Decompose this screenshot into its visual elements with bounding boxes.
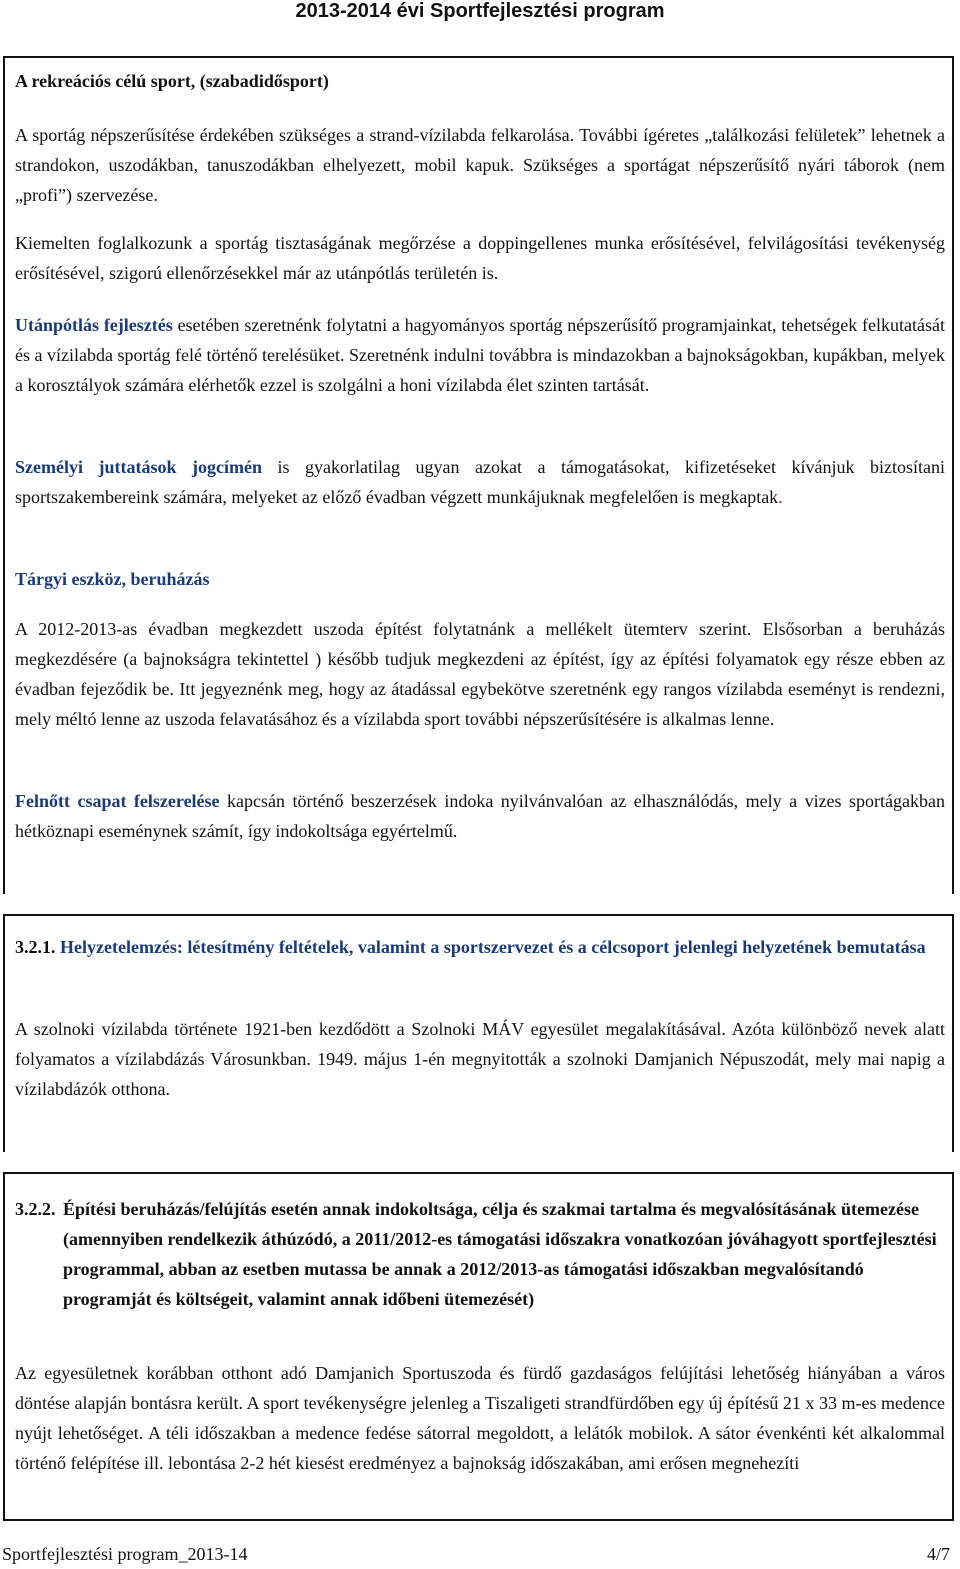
section-title-text: Helyzetelemzés: létesítmény feltételek, valamint a sportszervezet és a célcsoport jelenlegi helyzetének bemutatása [55,937,926,957]
bold-term: Utánpótlás fejlesztés [15,315,173,335]
paragraph [15,786,945,846]
paragraph-text: kapcsán történő beszerzések indoka nyilvánvalóan az elhasználódás, mely a vizes sportágakban hétköznapi eseménynek számít, így indokoltsága egyértelmű. [15,791,945,841]
paragraph: A szolnoki vízilabda története 1921-ben kezdődött a Szolnoki MÁV egyesület megalakításával. Azóta különböző nevek alatt folyamatos a vízilabdázás Városunkban. 1949. május 1-én megnyitották a szolnoki Damjanich Népuszodát, mely mai napig a vízilabdázók otthona. [15,1019,945,1099]
paragraph: A sportág népszerűsítése érdekében szükséges a strand-vízilabda felkarolása. További ígéretes „találkozási felületek” lehetnek a strandokon, uszodákban, tanuszodákban elhelyezett, mobil kapuk. Szükséges a sportágat népszerűsítő nyári táborok (nem „profi”) szervezése. [15,125,945,205]
bold-term: Személyi juttatások jogcímén [15,457,262,477]
section-box-recreation [3,56,954,894]
paragraph [15,452,945,512]
section-number: 3.2.1. [15,937,56,957]
section-title [15,932,945,962]
section-number: 3.2.2. [15,1199,56,1219]
page-number: 4/7 [926,1544,950,1564]
section-heading: Tárgyi eszköz, beruházás [15,569,210,589]
section-box-3-2-2 [3,1172,954,1521]
paragraph: A 2012-2013-as évadban megkezdett uszoda építést folytatnánk a mellékelt ütemterv szerint. Elsősorban a beruházás megkezdésére (a bajnokságra tekintettel ) később tudjuk megkezdeni az építést, így az építési folyamatok egy része ebben az évadban fejeződik be. Itt jegyeznénk meg, hogy az átadással egybekötve szeretnénk egy rangos vízilabda eseményt is rendezni, mely méltó lenne az uszoda felavatásához és a vízilabda sport további népszerűsítésére is alkalmas lenne. [15,619,945,729]
paragraph-end: . [778,487,783,507]
paragraph-text: esetében szeretnénk folytatni a hagyományos sportág népszerűsítő programjainkat, tehetségek felkutatását és a vízilabda sportág felé történő terelésüket. Szeretnénk indulni továbbra is mindazokban a bajnokságokban, kupákban, melyek a korosztályok számára elérhetők ezzel is szolgálni a honi vízilabda élet szinten tartását. [15,315,945,395]
paragraph: Kiemelten foglalkozunk a sportág tisztaságának megőrzése a doppingellenes munka erősítésével, felvilágosítási tevékenység erősítésével, szigorú ellenőrzésekkel már az utánpótlás területén is. [15,233,945,283]
paragraph-text: is gyakorlatilag ugyan azokat a támogatásokat, kifizetéseket kívánjuk biztosítani sportszakembereink számára, melyeket az előző évadban végzett munkájuknak megfelelően is megkaptak [15,457,945,507]
section-heading: A rekreációs célú sport, (szabadidősport) [15,71,329,91]
paragraph [15,310,945,400]
page-header: 2013-2014 évi Sportfejlesztési program [295,0,665,22]
paragraph: Az egyesületnek korábban otthont adó Damjanich Sportuszoda és fürdő gazdaságos felújítási lehetőség hiányában a város döntése alapján bontásra került. A sport tevékenységre jelenleg a Tiszaligeti strandfürdőben egy új építésű 21 x 33 m-es medence nyújt lehetőséget. A téli időszakban a medence fedése sátorral megoldott, a lelátók mobilok. A sátor évenkénti két alkalommal történő felépítése ill. lebontása 2-2 hét kiesést eredményez a bajnokság időszakában, ami erősen megnehezíti [15,1363,945,1473]
section-title [15,1194,945,1314]
bold-term: Felnőtt csapat felszerelése [15,791,220,811]
footer-title: Sportfejlesztési program_2013-14 [2,1544,248,1564]
section-box-3-2-1 [3,914,954,1152]
section-title-text: Építési beruházás/felújítás esetén annak indokoltsága, célja és szakmai tartalma és megvalósításának ütemezése (amennyiben rendelkezik áthúzódó, a 2011/2012-es támogatási időszakra vonatkozóan jóváhagyott sportfejlesztési programmal, abban az esetben mutassa be annak a 2012/2013-as támogatási időszakban megvalósítandó programját és költségeit, valamint annak időbeni ütemezését) [63,1199,937,1309]
